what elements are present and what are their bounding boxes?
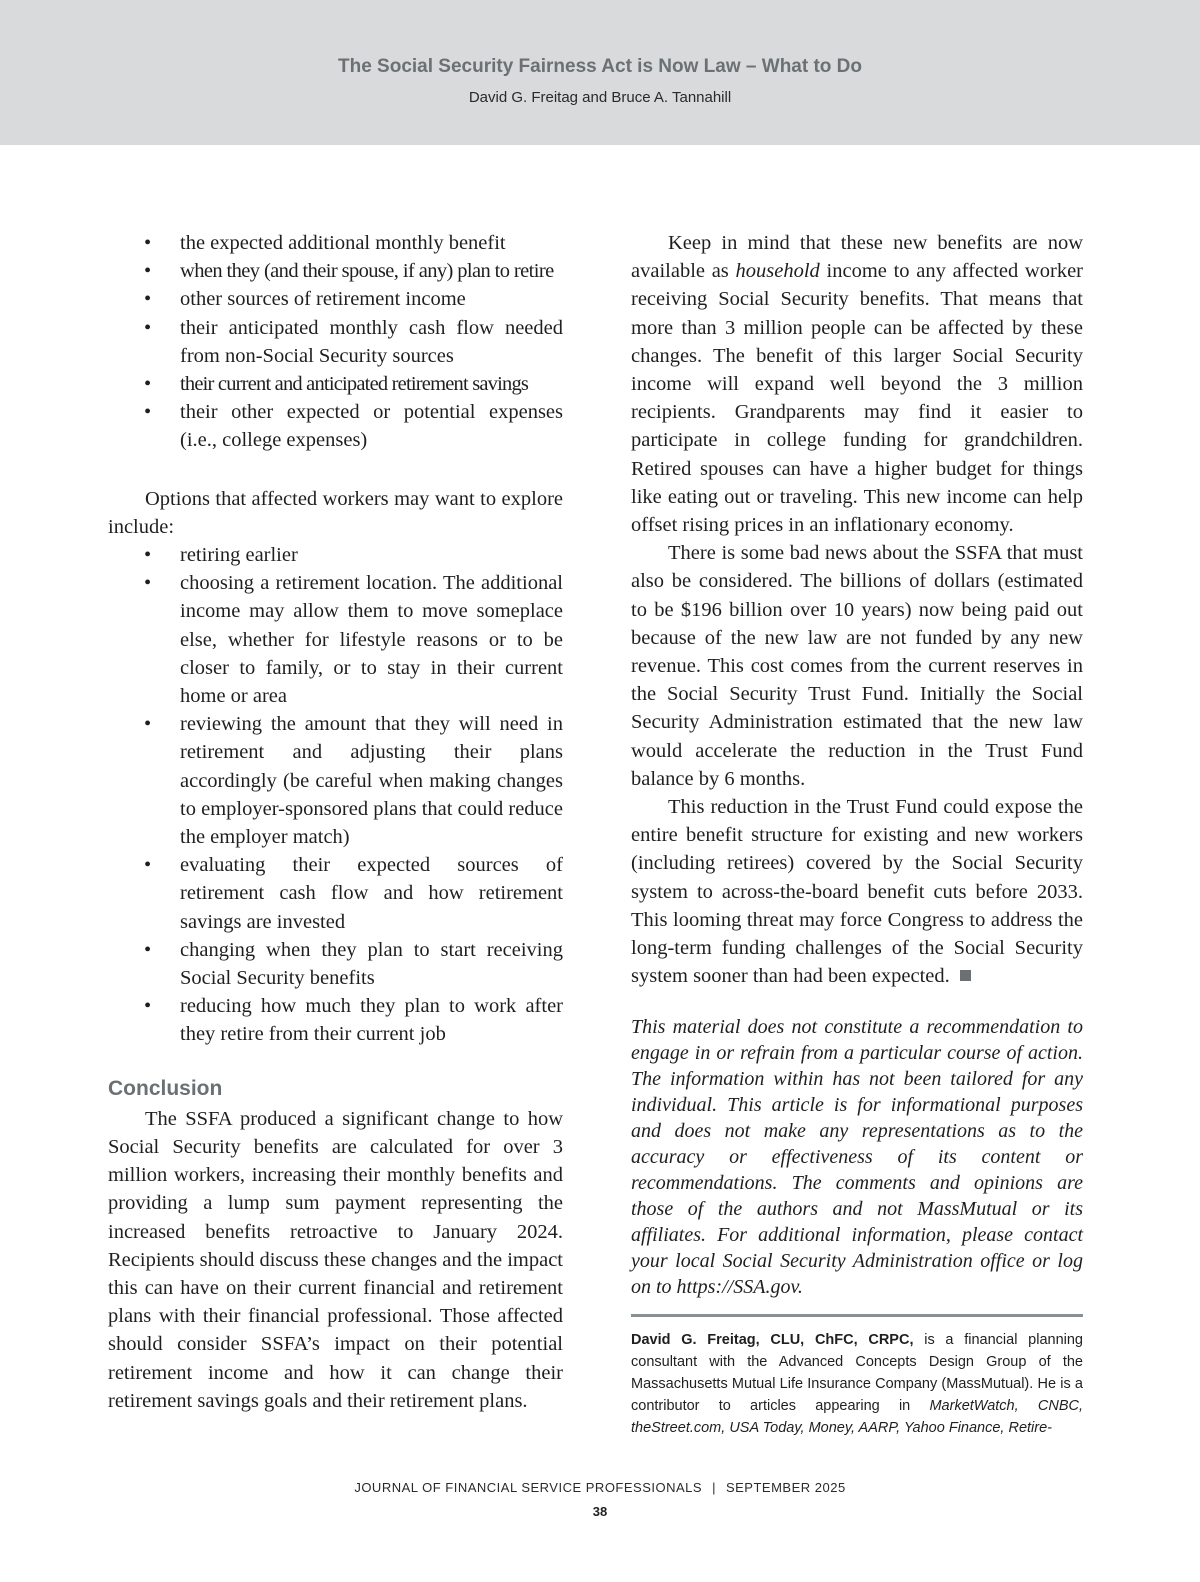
options-intro: Options that affected workers may want to explore include: (108, 487, 563, 538)
disclaimer: This material does not constitute a recommendation to engage in or refrain from a particular course of action. The information within has not been tailored for any individual. This article is for informational purposes and does not make any representations as to the accuracy or effectiveness of its content or recommendations. The comments and opinions are those of the authors and not MassMutual or its affiliates. For additional information, please contact your local Social Security Administration office or log on to https://SSA.gov. (631, 1016, 1083, 1299)
list-item: • retiring earlier (108, 541, 563, 569)
end-of-article-mark (960, 970, 971, 981)
household-income-paragraph (631, 229, 1083, 539)
list-item: • changing when they plan to start receiving Social Security benefits (108, 936, 563, 992)
footer-separator: | (712, 1480, 716, 1495)
options-list (108, 541, 563, 1049)
list-item: • other sources of retirement income (108, 285, 563, 313)
left-column (108, 229, 563, 1415)
author-bio (631, 1329, 1083, 1439)
list-item: • their anticipated monthly cash flow needed from non-Social Security sources (108, 314, 563, 370)
emphasis-text: household (735, 260, 820, 283)
paragraph-text: income to any affected worker receiving Social Security benefits. That means that more than 3 million people can be affected by these changes. The benefit of this larger Social Security income will expand well beyond the 3 million recipients. Grandparents may find it easier to participate in college funding for grandchildren. Retired spouses can have a higher budget for things like eating out or traveling. This new income can help offset rising prices in an inflationary economy. (631, 260, 1083, 537)
article-authors: David G. Freitag and Bruce A. Tannahill (468, 89, 732, 106)
trust-fund-paragraph (631, 793, 1083, 990)
page-footer (0, 1480, 1200, 1495)
divider-rule (631, 1314, 1083, 1317)
list-item: • their current and anticipated retirement savings (108, 370, 563, 398)
paragraph-text: This reduction in the Trust Fund could expose the entire benefit structure for existing and new workers (including retirees) covered by the Social Security system to across-the-board benefit cuts before 2033. This looming threat may force Congress to address the long-term funding challenges of the Social Security system sooner than had been expected. (631, 796, 1083, 988)
bio-name: David G. Freitag, CLU, ChFC, CRPC, (631, 1332, 914, 1349)
considerations-list (108, 229, 563, 455)
issue-date: SEPTEMBER 2025 (725, 1480, 846, 1495)
bad-news-paragraph: There is some bad news about the SSFA that must also be considered. The billions of dollars (estimated to be $196 billion over 10 years) now being paid out because of the new law are not funded by any new revenue. This cost comes from the current reserves in the Social Security Trust Fund. Initially the Social Security Administration estimated that the new law would accelerate the reduction in the Trust Fund balance by 6 months. (631, 542, 1083, 790)
list-item: • choosing a retirement location. The additional income may allow them to move someplace else, whether for lifestyle reasons or to be closer to family, or to stay in their current home or area (108, 569, 563, 710)
conclusion-heading: Conclusion (108, 1076, 223, 1100)
list-item: • reducing how much they plan to work after they retire from their current job (108, 992, 563, 1048)
list-item: • evaluating their expected sources of retirement cash flow and how retirement savings are invested (108, 851, 563, 936)
list-item: • when they (and their spouse, if any) plan to retire (108, 257, 563, 285)
list-item: • their other expected or potential expenses (i.e., college expenses) (108, 398, 563, 454)
conclusion-paragraph: The SSFA produced a significant change to how Social Security benefits are calculated for over 3 million workers, increasing their monthly benefits and providing a lump sum payment representing the increased benefits retroactive to January 2024. Recipients should discuss these changes and the impact this can have on their current financial and retirement plans with their financial professional. Those affected should consider SSFA’s impact on their potential retirement income and how it can change their retirement savings goals and their retirement plans. (108, 1107, 563, 1412)
journal-name: JOURNAL OF FINANCIAL SERVICE PROFESSIONALS (354, 1480, 703, 1495)
page-number: 38 (592, 1504, 608, 1519)
list-item: • the expected additional monthly benefit (108, 229, 563, 257)
paragraph-text: Keep in mind that these new benefits are now available as (631, 232, 1083, 283)
article-title: The Social Security Fairness Act is Now Law – What to Do (337, 56, 863, 77)
right-column (631, 229, 1083, 1439)
list-item: • reviewing the amount that they will need in retirement and adjusting their plans accordingly (be careful when making changes to employer-sponsored plans that could reduce the employer match) (108, 710, 563, 851)
bio-text: is a financial planning consultant with the Advanced Concepts Design Group of the Massachusetts Mutual Life Insurance Company (MassMutual). He is a contributor to articles appearing in (631, 1332, 1083, 1415)
bio-publications: MarketWatch, CNBC, theStreet.com, USA Today, Money, AARP, Yahoo Finance, Retire- (631, 1398, 1083, 1437)
